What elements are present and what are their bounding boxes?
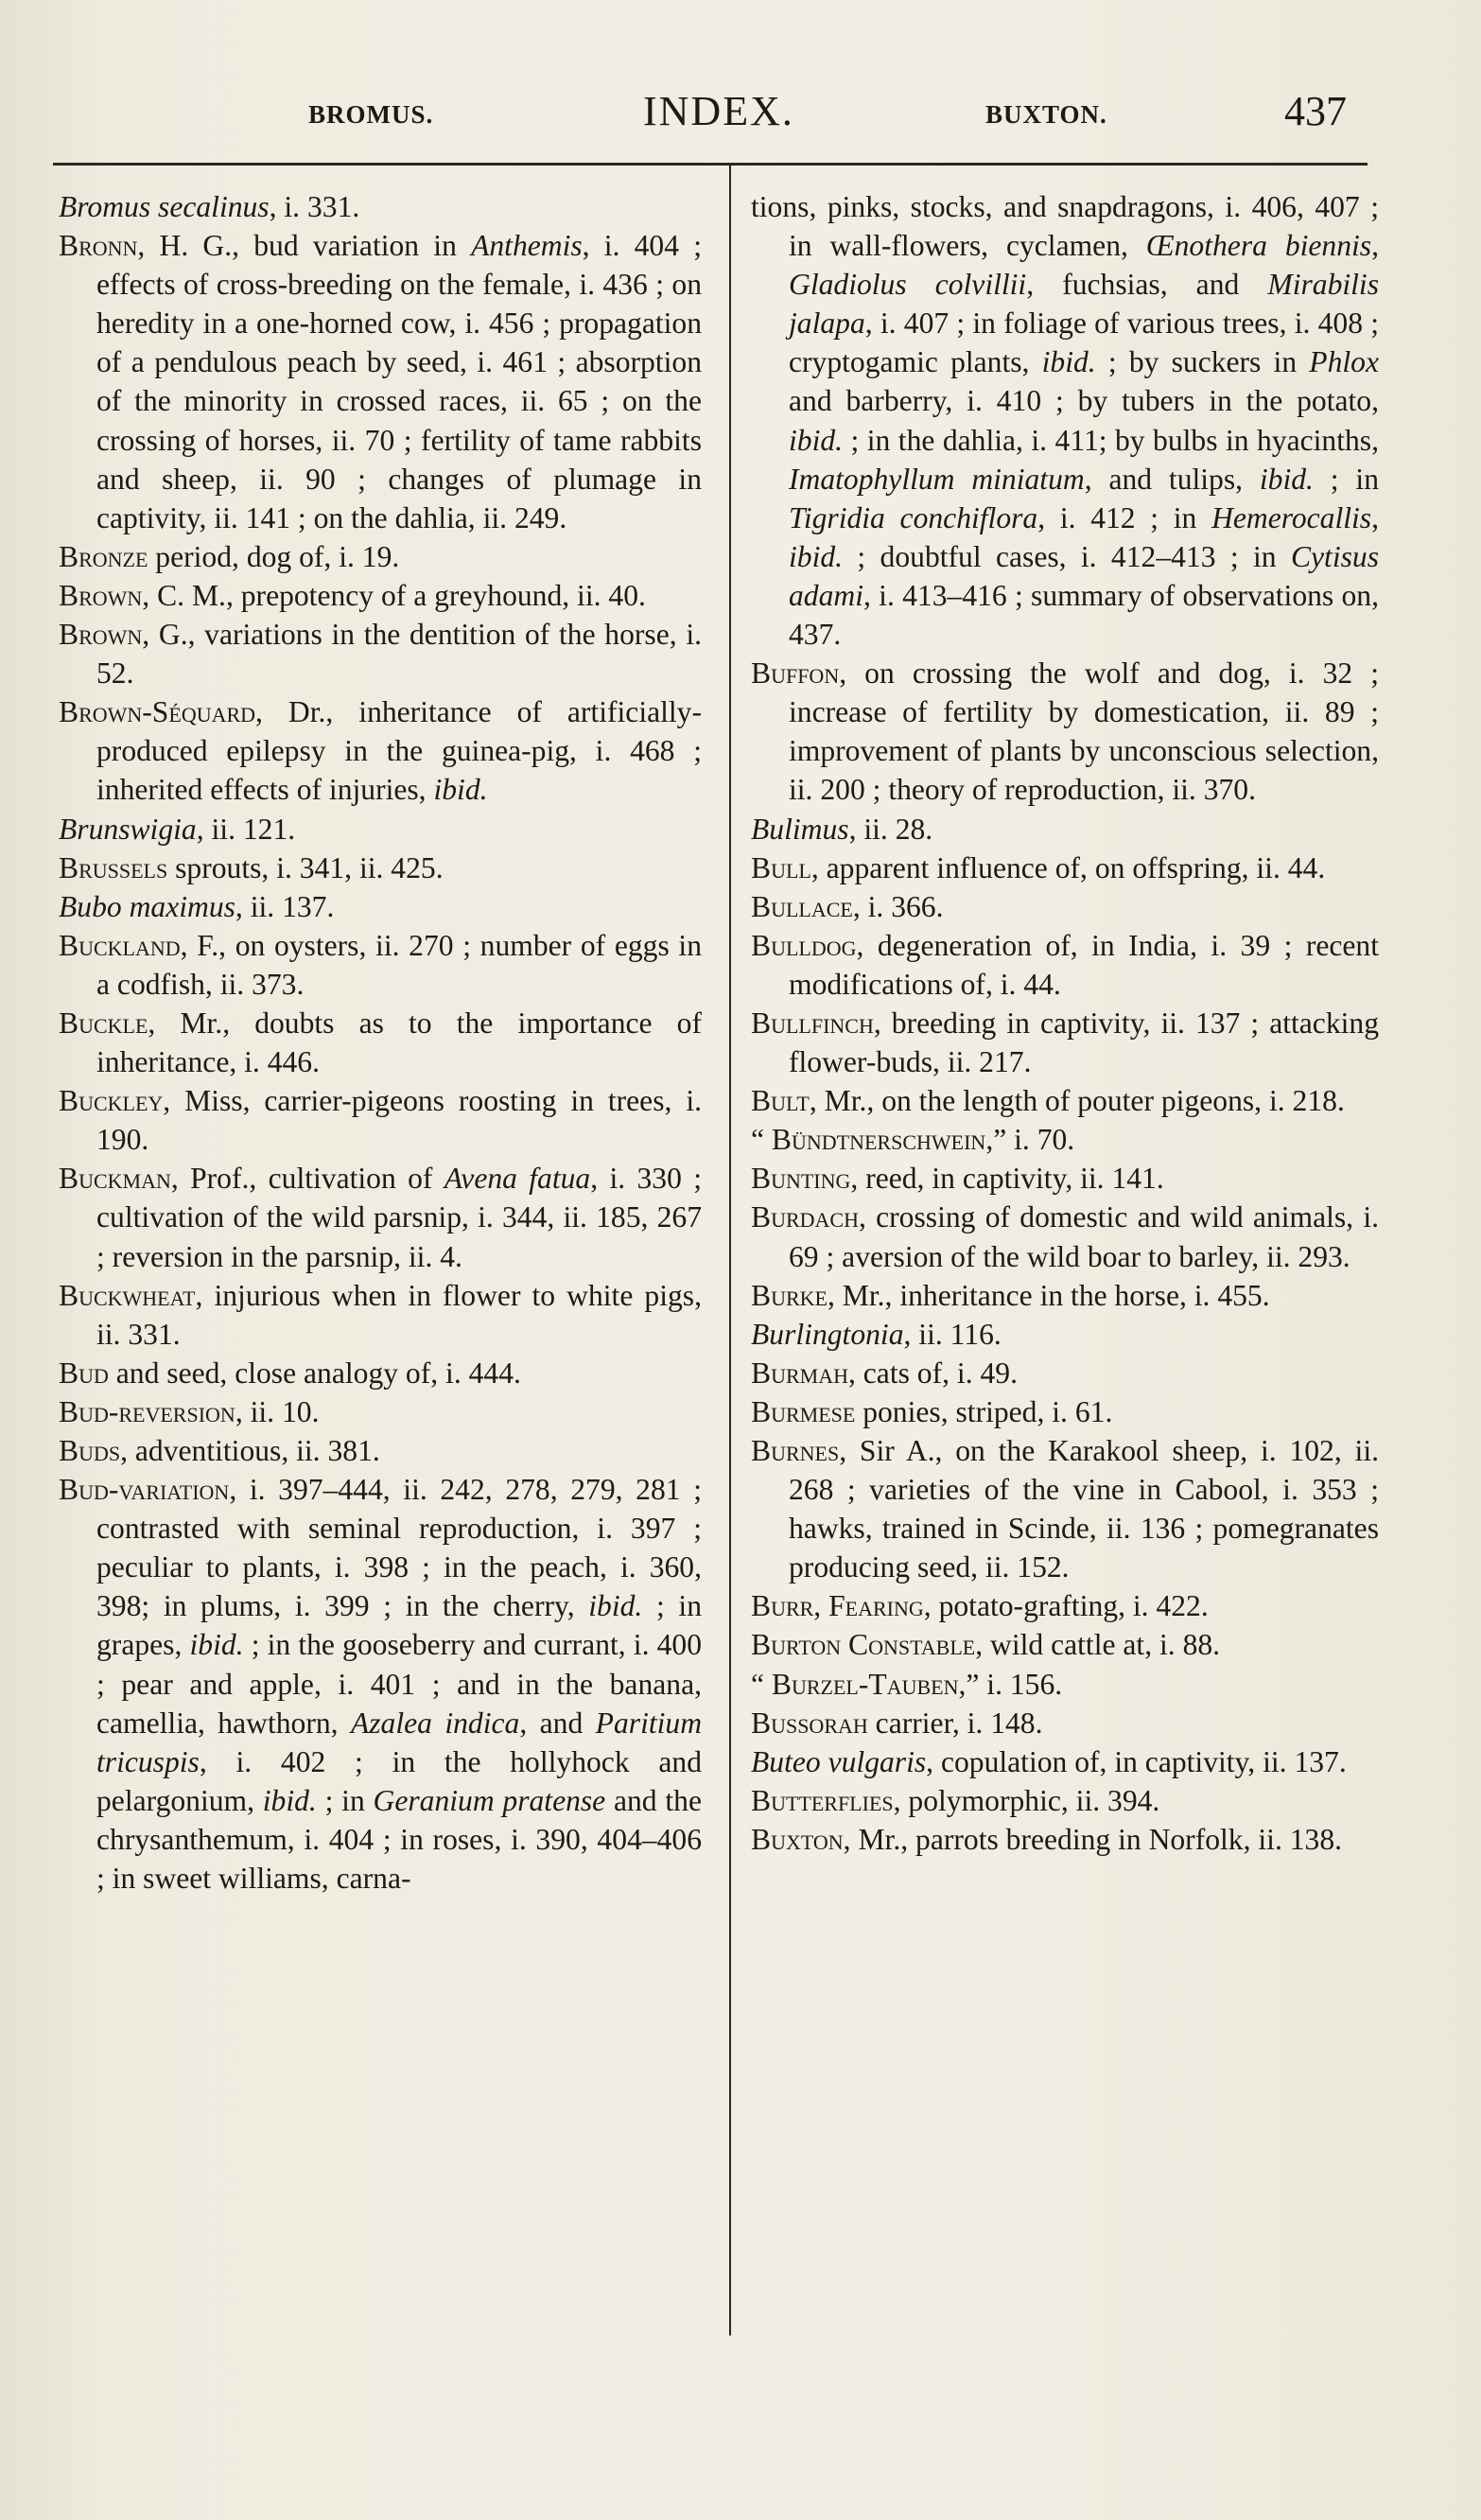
entry-text: , potato-grafting, i. 422. [923,1589,1209,1623]
entry-text: ; in grapes, [96,1589,702,1662]
italic-term: Azalea indica [350,1706,520,1740]
italic-term: ibid. [262,1783,317,1817]
italic-term: Cytisus adami [789,539,1379,612]
entry-text: , breeding in captivity, ii. 137 ; attacking flower-buds, ii. 217. [789,1006,1379,1079]
italic-term: ibid. [1259,462,1314,496]
index-entry [751,1586,1379,1625]
entry-text: ; in [316,1783,374,1817]
index-entry [59,810,702,849]
entry-text: period, dog of, i. 19. [148,539,400,573]
entry-text: , Prof., cultivation of [170,1162,444,1196]
entry-text: and seed, close analogy of, i. 444. [108,1356,521,1390]
index-entry [59,1354,702,1392]
entry-text: , G., variations in the dentition of the horse, i. 52. [96,618,702,691]
italic-term: Phlox [1309,345,1379,379]
index-entry [59,576,702,615]
index-entry [751,187,1379,654]
entry-text: , Mr., doubts as to the importance of inheritance, i. 446. [96,1006,702,1079]
entry-text: , ii. 121. [196,812,296,846]
entry-text: , ii. 10. [235,1394,320,1428]
index-entry [751,1820,1379,1859]
italic-term: Tigridia conchiflora [789,500,1038,534]
index-entry [751,926,1379,1004]
entry-heading: Bud-reversion [59,1394,235,1428]
italic-term: Buteo vulgaris [751,1744,927,1778]
header-first-word: BROMUS. [308,100,434,129]
italic-term: ibid. [789,539,844,573]
entry-heading: Bud-variation [59,1473,230,1507]
index-entry [59,226,702,537]
entry-heading: Bullace [751,889,853,923]
italic-term: Imatophyllum miniatum [789,462,1085,496]
index-entry [59,1431,702,1470]
index-entry [751,1159,1379,1198]
entry-heading: Bronn [59,229,138,263]
index-column-left [59,187,702,1898]
italic-term: Œnothera biennis [1145,229,1372,263]
page-number: 437 [1284,88,1347,134]
entry-text: , i. 330 ; cultivation of the wild parsnip, i. 344, ii. 185, 267 ; reversion in the parsnip, ii. 4. [96,1162,702,1273]
index-entry [751,1625,1379,1664]
entry-text: , i. 366. [852,889,944,923]
entry-heading: Burr, Fearing [751,1589,924,1623]
entry-heading: Bullfinch [751,1006,874,1040]
entry-text: and the chrysanthemum, i. 404 ; in roses, i. 390, 404–406 ; in sweet williams, carna- [96,1783,702,1896]
italic-term: ibid. [433,773,488,807]
entry-text: , and [519,1706,596,1740]
entry-text: , Dr., inheritance of artificially-produced epilepsy in the guinea-pig, i. 468 ; inherited effects of injuries, [96,695,702,807]
entry-heading: Burmah [751,1356,848,1390]
entry-text: , F., on oysters, ii. 270 ; number of eggs in a codfish, ii. 373. [96,928,702,1001]
index-entry [59,1004,702,1081]
index-entry [59,187,702,226]
entry-heading: Brussels [59,850,168,884]
entry-heading: Buxton [751,1822,844,1856]
entry-heading: Bunting [751,1162,851,1196]
entry-heading: Butterflies [751,1783,894,1817]
entry-text: , and tulips, [1084,462,1260,496]
entry-text: , polymorphic, ii. 394. [893,1783,1160,1817]
entry-text: , i. 413–416 ; summary of observations on, 437. [789,578,1379,652]
index-entry [751,654,1379,809]
entry-heading: Bündtnerschwein [771,1123,986,1157]
index-entry [751,1704,1379,1742]
index-entry [59,1276,702,1354]
italic-term: Brunswigia [59,812,197,846]
entry-text: tions, pinks, stocks, and snapdragons, i. 406, 407 ; in wall-flowers, cyclamen, [751,190,1379,263]
italic-term: Bromus secalinus [59,190,270,223]
entry-heading: Bull [751,850,811,884]
index-column-right [751,187,1379,1859]
entry-heading: Burzel-Tauben [771,1667,959,1701]
header-last-word: BUXTON. [985,100,1107,129]
entry-text: , i. 407 ; in foliage of various trees, i. 408 ; cryptogamic plants, [789,306,1379,379]
index-entry [751,1354,1379,1392]
index-entry [751,1198,1379,1275]
entry-text: , cats of, i. 49. [847,1356,1018,1390]
entry-text: ; doubtful cases, i. 412–413 ; in [843,539,1291,573]
entry-text: “ [751,1123,772,1157]
index-entry [59,615,702,692]
entry-heading: Burnes [751,1434,840,1467]
entry-heading: Bussorah [751,1706,868,1740]
entry-heading: Bult [751,1084,810,1118]
entry-text: carrier, i. 148. [867,1706,1043,1740]
entry-text: , i. 412 ; in [1037,500,1212,534]
entry-text: , injurious when in flower to white pigs, ii. 331. [96,1278,702,1351]
entry-text: , ii. 137. [235,889,335,923]
italic-term: Paritium tricuspis [96,1706,703,1778]
entry-text: , Sir A., on the Karakool sheep, i. 102, ii. 268 ; varieties of the vine in Cabool, i. 353 ; hawks, trained in Scinde, ii. 136 ; pomegranates producing seed, ii. 152. [789,1434,1379,1584]
italic-term: Mirabilis jalapa [789,268,1379,341]
entry-text: , copulation of, in captivity, ii. 137. [926,1744,1347,1778]
index-entry [59,537,702,576]
entry-heading: Bulldog [751,928,857,962]
entry-text: ,” i. 156. [958,1667,1063,1701]
entry-text: , fuchsias, and [1026,268,1268,302]
header-rule [53,163,1368,166]
italic-term: Gladiolus colvillii [789,268,1027,302]
entry-heading: Burke [751,1278,828,1312]
entry-text: ponies, striped, i. 61. [855,1394,1113,1428]
italic-term: Avena fatua [444,1162,591,1196]
entry-heading: Brown-Séquard [59,695,256,729]
italic-term: Burlingtonia [751,1317,904,1351]
index-entry [751,1742,1379,1781]
entry-text: , degeneration of, in India, i. 39 ; recent modifications of, i. 44. [789,928,1379,1001]
entry-text: , wild cattle at, i. 88. [975,1628,1221,1662]
entry-text: , i. 397–444, ii. 242, 278, 279, 281 ; contrasted with seminal reproduction, i. 397 ; peculiar to plants, i. 398 ; in the peach, i. 360, 398; in plums, i. 399 ; in the cherry, [96,1473,702,1623]
entry-heading: Bronze [59,539,148,573]
index-entry [751,1431,1379,1586]
entry-heading: Brown [59,578,143,612]
index-entry [751,1665,1379,1704]
column-divider [729,165,731,2336]
entry-text: ; in the gooseberry and currant, i. 400 ; pear and apple, i. 401 ; and in the banana, camellia, hawthorn, [96,1628,702,1740]
entry-heading: Buckle [59,1006,148,1040]
entry-text: , Mr., on the length of pouter pigeons, i. 218. [809,1084,1345,1118]
index-entry [59,1470,702,1898]
entry-text: , reed, in captivity, ii. 141. [850,1162,1164,1196]
italic-term: ibid. [189,1628,244,1662]
index-entry [751,1781,1379,1820]
index-entry [751,1081,1379,1120]
index-entry [59,887,702,926]
entry-text: , Mr., parrots breeding in Norfolk, ii. 138. [843,1822,1343,1856]
entry-heading: Buckman [59,1162,171,1196]
entry-text: ; in the dahlia, i. 411; by bulbs in hyacinths, [843,423,1379,457]
entry-text: and barberry, i. 410 ; by tubers in the potato, [789,384,1379,418]
entry-heading: Burmese [751,1394,856,1428]
entry-text: , [1371,229,1379,263]
entry-text: , i. 402 ; in the hollyhock and pelargonium, [96,1744,702,1817]
entry-text: , apparent influence of, on offspring, ii. 44. [810,850,1326,884]
entry-text: , ii. 116. [903,1317,1002,1351]
entry-heading: Burton Constable [751,1628,976,1662]
entry-text: , C. M., prepotency of a greyhound, ii. 40. [142,578,646,612]
entry-heading: Buckwheat [59,1278,196,1312]
entry-text: ,” i. 70. [985,1123,1075,1157]
entry-text: , H. G., bud variation in [137,229,472,263]
index-entry [751,1392,1379,1431]
entry-text: , [1371,500,1380,534]
italic-term: ibid. [1041,345,1096,379]
entry-text: , Mr., inheritance in the horse, i. 455. [827,1278,1270,1312]
index-entry [751,810,1379,849]
entry-text: , i. 404 ; effects of cross-breeding on the female, i. 436 ; on heredity in a one-horned cow, i. 456 ; propagation of a pendulous peach by seed, i. 461 ; absorption of the minority in crossed races, ii. 65 ; on the crossing of horses, ii. 70 ; fertility of tame rabbits and sheep, ii. 90 ; changes of plumage in captivity, ii. 141 ; on the dahlia, ii. 249. [96,229,702,534]
index-entry [59,926,702,1004]
index-entry [751,849,1379,887]
index-entry [59,1081,702,1159]
entry-text: , on crossing the wolf and dog, i. 32 ; increase of fertility by domestication, ii. 89 ; improvement of plants by unconscious selection, ii. 200 ; theory of reproduction, ii. 370. [789,656,1379,807]
index-entry [59,849,702,887]
header-title: INDEX. [643,88,794,134]
entry-text: , i. 331. [269,190,360,223]
entry-text: sprouts, i. 341, ii. 425. [167,850,444,884]
index-entry [751,1004,1379,1081]
index-entry [59,1159,702,1275]
italic-term: Geranium pratense [373,1783,606,1817]
index-entry [59,692,702,809]
entry-text: ; in [1313,462,1379,496]
italic-term: ibid. [588,1589,643,1623]
italic-term: Bulimus [751,812,849,846]
entry-text: , ii. 28. [848,812,933,846]
italic-term: Hemerocallis [1211,500,1372,534]
entry-heading: Buffon [751,656,840,691]
entry-heading: Bud [59,1356,109,1390]
entry-text: “ [751,1667,772,1701]
entry-heading: Burdach [751,1200,859,1234]
italic-term: Anthemis [471,229,583,263]
entry-text: , adventitious, ii. 381. [120,1434,380,1467]
index-entry [751,887,1379,926]
entry-text: ; by suckers in [1095,345,1310,379]
entry-heading: Buds [59,1434,121,1467]
italic-term: Bubo maximus [59,889,235,923]
italic-term: ibid. [789,423,844,457]
entry-heading: Buckley [59,1084,164,1118]
index-entry [751,1120,1379,1159]
index-entry [751,1315,1379,1354]
entry-heading: Buckland [59,928,181,962]
index-entry [751,1276,1379,1315]
entry-text: , crossing of domestic and wild animals, i. 69 ; aversion of the wild boar to barley, ii. 293. [789,1200,1379,1273]
entry-text: , Miss, carrier-pigeons roosting in trees, i. 190. [96,1084,702,1157]
index-entry [59,1392,702,1431]
entry-heading: Brown [59,618,143,652]
running-header [53,87,1368,144]
